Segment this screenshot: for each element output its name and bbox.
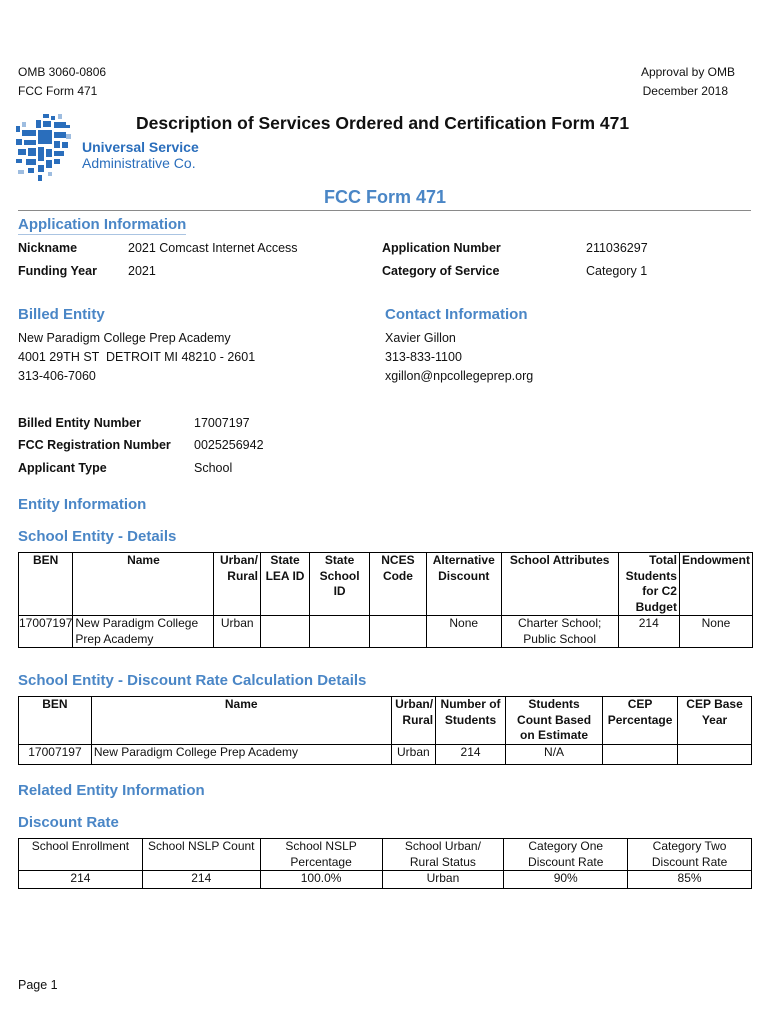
table-header-row — [19, 553, 753, 616]
cell-name: New Paradigm College Prep Academy — [73, 616, 214, 648]
cell-nces-code — [370, 616, 427, 648]
table-header-row — [19, 697, 752, 745]
approval-date: December 2018 — [642, 84, 728, 98]
ben-value: 17007197 — [194, 416, 250, 430]
usac-logo-icon — [14, 112, 74, 184]
cell-nslp-count: 214 — [142, 871, 260, 889]
application-number-value: 211036297 — [586, 241, 648, 255]
contact-info-heading: Contact Information — [385, 306, 528, 323]
logo-line-2: Administrative Co. — [82, 155, 196, 171]
col-header-state-lea-id: State LEA ID — [260, 553, 309, 616]
discount-calc-table — [18, 696, 752, 765]
col-header-category-two-rate: Category Two Discount Rate — [628, 839, 752, 871]
ben-label: Billed Entity Number — [18, 416, 141, 430]
school-details-heading: School Entity - Details — [18, 528, 177, 545]
col-header-nces-code: NCES Code — [370, 553, 427, 616]
col-header-total-students: Total Students for C2 Budget — [618, 553, 679, 616]
billed-entity-name: New Paradigm College Prep Academy — [18, 331, 231, 345]
col-header-ben: BEN — [19, 697, 92, 745]
application-info-heading: Application Information — [18, 216, 187, 233]
cell-name: New Paradigm College Prep Academy — [91, 744, 391, 764]
col-header-cep-percentage: CEP Percentage — [603, 697, 678, 745]
cell-category-two-rate: 85% — [628, 871, 752, 889]
table-row — [19, 871, 752, 889]
cell-ben: 17007197 — [19, 744, 92, 764]
col-header-alternative-discount: Alternative Discount — [426, 553, 501, 616]
cell-cep-percentage — [603, 744, 678, 764]
col-header-school-enrollment: School Enrollment — [19, 839, 143, 871]
col-header-school-attributes: School Attributes — [501, 553, 618, 616]
col-header-endowment: Endowment — [679, 553, 752, 616]
table-row — [19, 744, 752, 764]
cell-ben: 17007197 — [19, 616, 73, 648]
cell-nslp-percentage: 100.0% — [260, 871, 382, 889]
omb-approval: Approval by OMB — [640, 65, 735, 79]
cell-school-attributes: Charter School; Public School — [501, 616, 618, 648]
col-header-urban-rural: Urban/ Rural — [391, 697, 436, 745]
title-rule — [18, 210, 751, 211]
funding-year-label: Funding Year — [18, 264, 97, 278]
nickname-value: 2021 Comcast Internet Access — [128, 241, 298, 255]
form-subtitle: FCC Form 471 — [323, 187, 447, 207]
billed-entity-heading: Billed Entity — [18, 306, 105, 323]
heading-underline — [18, 234, 186, 235]
col-header-nslp-count: School NSLP Count — [142, 839, 260, 871]
cell-endowment: None — [679, 616, 752, 648]
col-header-urban-rural: Urban/ Rural — [214, 553, 261, 616]
col-header-ben: BEN — [19, 553, 73, 616]
school-details-table — [18, 552, 753, 648]
discount-rate-heading: Discount Rate — [18, 814, 119, 831]
cell-alternative-discount: None — [426, 616, 501, 648]
col-header-cep-base-year: CEP Base Year — [678, 697, 752, 745]
cell-school-enrollment: 214 — [19, 871, 143, 889]
col-header-name: Name — [91, 697, 391, 745]
form-label: FCC Form 471 — [18, 84, 98, 98]
col-header-urban-rural-status: School Urban/ Rural Status — [382, 839, 504, 871]
col-header-nslp-percentage: School NSLP Percentage — [260, 839, 382, 871]
category-value: Category 1 — [586, 264, 648, 278]
page-number: Page 1 — [18, 978, 58, 992]
contact-phone: 313-833-1100 — [385, 350, 462, 364]
table-row — [19, 616, 753, 648]
applicant-type-label: Applicant Type — [18, 461, 107, 475]
billed-entity-address: 4001 29TH ST DETROIT MI 48210 - 2601 — [18, 350, 256, 364]
col-header-number-of-students: Number of Students — [436, 697, 506, 745]
col-header-name: Name — [73, 553, 214, 616]
related-entity-heading: Related Entity Information — [18, 782, 205, 799]
page-title: Description of Services Ordered and Certification Form 471 — [136, 113, 630, 133]
cell-urban-rural: Urban — [214, 616, 261, 648]
category-label: Category of Service — [382, 264, 500, 278]
cell-cep-base-year — [678, 744, 752, 764]
entity-info-heading: Entity Information — [18, 496, 147, 513]
col-header-students-count-estimate: Students Count Based on Estimate — [505, 697, 602, 745]
nickname-label: Nickname — [18, 241, 78, 255]
cell-total-students: 214 — [618, 616, 679, 648]
application-number-label: Application Number — [382, 241, 501, 255]
logo-line-1: Universal Service — [82, 139, 199, 155]
funding-year-value: 2021 — [128, 264, 156, 278]
billed-entity-phone: 313-406-7060 — [18, 369, 96, 383]
cell-urban-rural: Urban — [391, 744, 436, 764]
omb-number: OMB 3060-0806 — [18, 65, 107, 79]
col-header-state-school-id: State School ID — [310, 553, 370, 616]
applicant-type-value: School — [194, 461, 233, 475]
cell-number-of-students: 214 — [436, 744, 506, 764]
discount-rate-table — [18, 838, 752, 889]
cell-state-lea-id — [260, 616, 309, 648]
col-header-category-one-rate: Category One Discount Rate — [504, 839, 628, 871]
contact-name: Xavier Gillon — [385, 331, 456, 345]
fcc-registration-label: FCC Registration Number — [18, 438, 171, 452]
cell-state-school-id — [310, 616, 370, 648]
cell-category-one-rate: 90% — [504, 871, 628, 889]
cell-students-count-estimate: N/A — [505, 744, 602, 764]
contact-email: xgillon@npcollegeprep.org — [385, 369, 534, 383]
cell-urban-rural-status: Urban — [382, 871, 504, 889]
fcc-registration-value: 0025256942 — [194, 438, 264, 452]
table-header-row — [19, 839, 752, 871]
discount-calc-heading: School Entity - Discount Rate Calculation Details — [18, 672, 367, 689]
